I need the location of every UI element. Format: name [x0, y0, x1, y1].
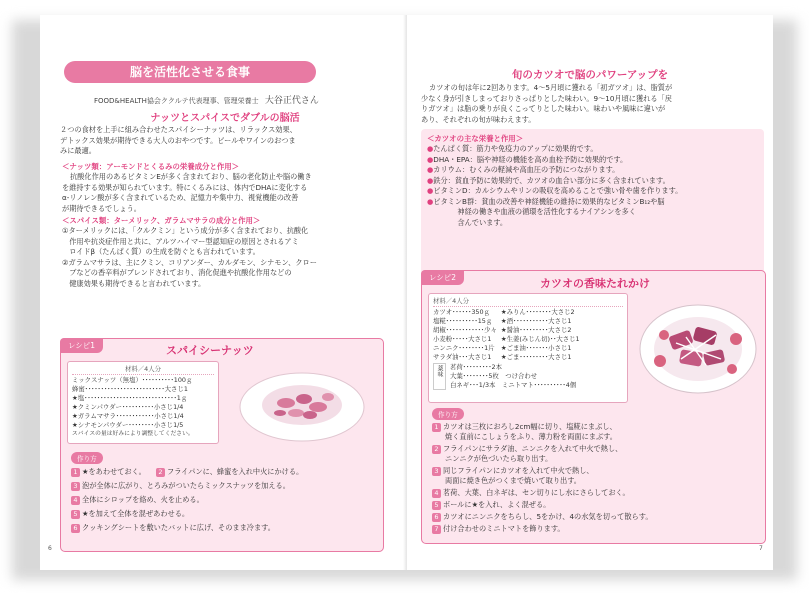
step-3: 3 泡が全体に広がり、とろみがついたらミックスナッツを加える。 — [71, 481, 290, 491]
yakumi-label: 薬味 — [433, 363, 446, 390]
right-page — [407, 15, 773, 570]
recipe-title-2: カツオの香味たれかけ — [540, 277, 650, 290]
step-4: 4 全体にシロップを絡め、火を止める。 — [71, 495, 204, 505]
step-6: 6 カツオにニンニクをちらし、5をかけ、4の水気を切って散らす。 — [432, 512, 653, 522]
spicy-nuts-photo — [236, 367, 371, 447]
page-number: 6 — [48, 545, 52, 552]
step-5: 5 ★を加えて全体を混ぜあわせる。 — [71, 509, 189, 519]
ingredients-heading: 材料／4人分 — [72, 365, 214, 375]
step-4: 4 茗荷、大葉、白ネギは、セン切りにし水にさらしておく。 — [432, 488, 630, 498]
author-name: 大谷正代さん — [264, 96, 319, 106]
nut-text: 抗酸化作用のあるビタミンEが多く含まれており、脳の老化防止や脳の働き を維持する効果が知られています。特にくるみには、体内でDHAに変化する α-リノレン酸が多く含まれているため、記憶力や集中力、視覚機能の改善 が期待できるでしょう。 — [62, 172, 312, 213]
right-intro-text: カツオの旬は年に2回あります。4～5月頃に獲れる「初ガツオ」は、脂質が 少なく身が引きしまっておりさっぱりとした味わい。9～10月頃に獲れる「戻 りガツオ」は脂の乗りが良くこってりとした味わい。味わいや風味に違いが あり、それぞれの旬が味わえます。 — [421, 83, 673, 124]
recipe-card-1 — [60, 338, 384, 552]
intro-text: ２つの食材を上手に組み合わせたスパイシーナッツは、リラックス効果、 デトックス効果が期待できる大人のおやつです。ビールやワインのおつま みに最適。 — [60, 125, 297, 155]
ingredients-heading-2: 材料／4人分 — [433, 297, 623, 307]
method-heading: 作り方 — [71, 452, 103, 464]
step-2-cont: ニンニクが色づいたら取り出す。 — [445, 454, 553, 463]
left-page — [40, 15, 407, 570]
step-1: 1 カツオは三枚におろし2cm幅に切り、塩糀にまぶし、 — [432, 422, 617, 432]
recipe-tab-2: レシピ2 — [421, 270, 464, 285]
step-2: 2 フライパンにサラダ油、ニンニクを入れて中火で熱し、 — [432, 444, 622, 454]
section-heading: ナッツとスパイスでダブルの脳活 — [150, 113, 300, 124]
step-3-cont: 両面に焼き色がつくまで焼いて取り出す。 — [445, 476, 581, 485]
nutrition-heading: ＜カツオの主な栄養と作用＞ — [427, 134, 524, 143]
step-6: 6 クッキングシートを敷いたバットに広げ、そのまま冷ます。 — [71, 523, 275, 533]
nut-subheading: ＜ナッツ類：アーモンドとくるみの栄養成分と作用＞ — [62, 162, 240, 171]
nutrition-list: ●たんぱく質：筋力や免疫力のアップに効果的です。 ●DHA・EPA：脳や神経の機能を高め血栓予防に効果的です。 ●カリウム：むくみの軽減や高血圧の予防につながります。 ●鉄分：貧血予防に効果的で、カツオの血合い部分に多く含まれています。 ●ビタミンD：カルシウムやリンの吸収を高めることで強い骨や歯を作ります。 ●ビタミンB群：貧血の改善や神経機能の維持に効果的なビタミンB₁₂や脳 神経の働きや血液の循環を活性化するナイアシンを多く 含んでいます。 — [427, 144, 683, 227]
step-1: 1 ★をあわせておく。 — [71, 467, 146, 477]
author-byline — [94, 93, 404, 106]
step-2: 2 フライパンに、蜂蜜を入れ中火にかける。 — [156, 467, 303, 477]
author-org: FOOD&HEALTH協会ククルテ代表理事、管理栄養士 — [94, 97, 259, 105]
step-5: 5 ボールに★を入れ、よく混ぜる。 — [432, 500, 550, 510]
nutrition-box — [421, 129, 764, 279]
step-3: 3 同じフライパンにカツオを入れて中火で熱し、 — [432, 466, 594, 476]
ingredients-box: 材料／4人分 ミックスナッツ（無塩）･･････････100ｇ 蜂蜜･････････････････････････大さじ1 ★塩･････････････････････････････1ｇ ★クミンパウダー･･････････小さじ1/4 ★ガラムマサラ････････････小さじ1/4 ★シナモンパウダー････････小さじ1/5 スパイスの量は好みにより調整してください。 — [67, 361, 219, 444]
page-banner: 脳を活性化させる食事 — [64, 61, 316, 83]
recipe-title: スパイシーナッツ — [166, 344, 254, 357]
spice-subheading: ＜スパイス類：ターメリック、ガラムマサラの成分と作用＞ — [62, 216, 261, 225]
page-number-right: 7 — [759, 545, 763, 552]
step-1-cont: 焼く直前にこしょうをふり、薄力粉を両面にまぶす。 — [445, 432, 617, 441]
section-heading-right: 旬のカツオで脳のパワーアップを — [511, 69, 669, 81]
katsuo-dish-photo — [636, 299, 761, 399]
method-heading-2: 作り方 — [432, 408, 464, 420]
spice-text: ①ターメリックには、「クルクミン」という成分が多く含まれており、抗酸化 作用や抗炎症作用と共に、アルツハイマー型認知症の原因とされるアミ ロイドβ（たんぱく質）の生成を防ぐとも言われています。 ②ガラムマサラは、主にクミン、コリアンダー、カルダモン、シナモン、クロー ブなどの香辛料がブレンドされており、消化促進や抗酸化作用などの 健康効果も期待できると言われています。 — [62, 226, 317, 288]
recipe-tab: レシピ1 — [60, 338, 103, 353]
step-7: 7 付け合わせのミニトマトを飾ります。 — [432, 524, 565, 534]
ingredients-box-2: 材料／4人分 カツオ･･････350ｇ 塩糀･･････････15ｇ 胡椒････････････少々 小麦粉･････大さじ1 ニンニク････････1片 サラダ油･･･大さじ1 ★みりん････････大さじ2 ★酒･･･････････大さじ1 ★醤油･････････大さじ2 ★生姜(みじん切)･･大さじ1 ★ごま油･･･････小さじ1 ★ごま･････････大さじ1 薬味 茗荷･････････2本 大葉････････5枚 つけ合わせ 白ネギ･･･1/3本 ミニトマト･･････････4個 — [428, 293, 628, 403]
recipe-card-2 — [421, 270, 766, 544]
